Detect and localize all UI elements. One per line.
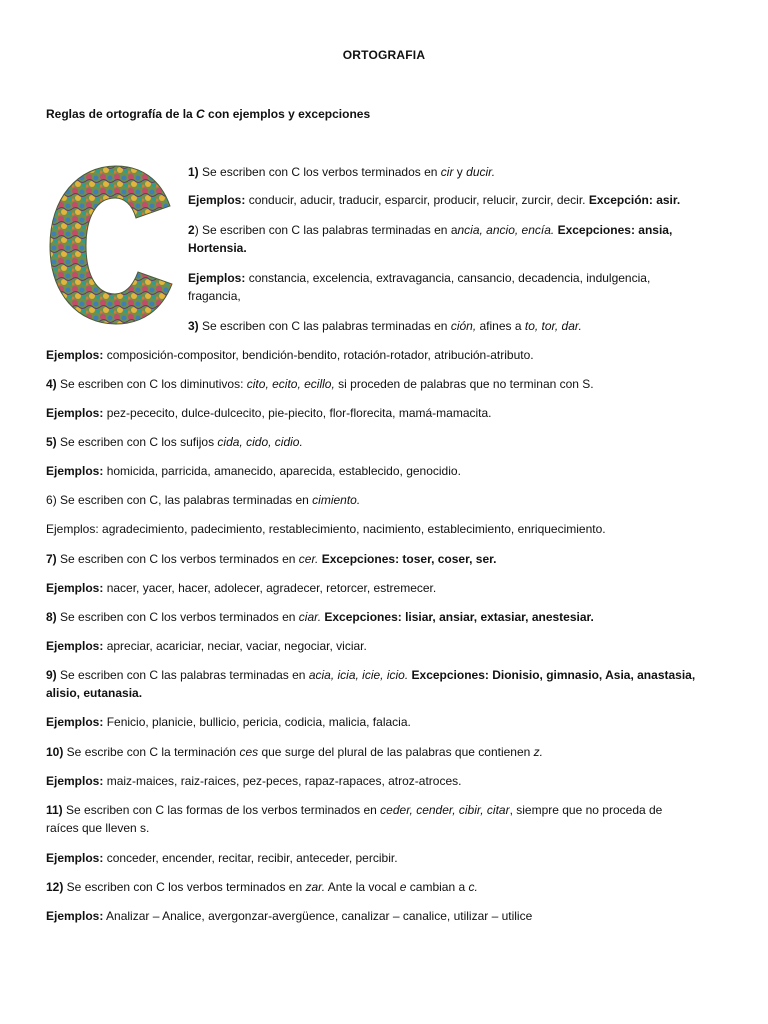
examples-6: Ejemplos: agradecimiento, padecimiento, restablecimiento, nacimiento, establecimiento, enriquecimiento. [46, 522, 606, 536]
rule-11: 11) Se escriben con C las formas de los verbos terminados en ceder, cender, cibir, citar, siempre que no proceda de raíces que lleven s. [46, 803, 663, 835]
examples-3: Ejemplos: composición-compositor, bendición-bendito, rotación-rotador, atribución-atributo. [46, 348, 534, 362]
rule-4: 4) Se escriben con C los diminutivos: cito, ecito, ecillo, si proceden de palabras que no terminan con S. [46, 377, 594, 391]
rule-6: 6) Se escriben con C, las palabras terminadas en cimiento. [46, 493, 361, 507]
rule-3: 3) Se escriben con C las palabras terminadas en ción, afines a to, tor, dar. [188, 319, 582, 333]
examples-2: Ejemplos: constancia, excelencia, extravagancia, cansancio, decadencia, indulgencia, fragancia, [188, 271, 651, 303]
rule-1: 1) Se escriben con C los verbos terminados en cir y ducir. [188, 165, 496, 179]
examples-11: Ejemplos: conceder, encender, recitar, recibir, anteceder, percibir. [46, 851, 398, 865]
examples-5: Ejemplos: homicida, parricida, amanecido, aparecida, establecido, genocidio. [46, 464, 461, 478]
examples-9: Ejemplos: Fenicio, planicie, bullicio, pericia, codicia, malicia, falacia. [46, 715, 411, 729]
page-title: ORTOGRAFIA [342, 48, 426, 62]
examples-7: Ejemplos: nacer, yacer, hacer, adolecer, agradecer, retorcer, estremecer. [46, 581, 437, 595]
examples-10: Ejemplos: maiz-maices, raiz-raices, pez-peces, rapaz-rapaces, atroz-atroces. [46, 774, 462, 788]
examples-12: Ejemplos: Analizar – Analice, avergonzar-avergüence, canalizar – canalice, utilizar – utilice [46, 909, 533, 923]
rule-8: 8) Se escriben con C los verbos terminados en ciar. Excepciones: lisiar, ansiar, extasiar, anestesiar. [46, 610, 594, 624]
decorative-letter-c-image [44, 160, 180, 330]
rule-12: 12) Se escriben con C los verbos terminados en zar. Ante la vocal e cambian a c. [46, 880, 478, 894]
document-subtitle: Reglas de ortografía de la C con ejemplos y excepciones [46, 107, 371, 121]
rule-2: 2) Se escriben con C las palabras terminadas en ancia, ancio, encía. Excepciones: ansia, Hortensia. [188, 223, 673, 255]
rule-10: 10) Se escribe con C la terminación ces que surge del plural de las palabras que contienen z. [46, 745, 543, 759]
examples-1: Ejemplos: conducir, aducir, traducir, esparcir, producir, relucir, zurcir, decir. Excepción: asir. [188, 193, 681, 207]
rule-9: 9) Se escriben con C las palabras terminadas en acia, icia, icie, icio. Excepciones: Dionisio, gimnasio, Asia, anastasia, alisio, eutanasia. [46, 668, 696, 700]
examples-8: Ejemplos: apreciar, acariciar, neciar, vaciar, negociar, viciar. [46, 639, 367, 653]
rule-7: 7) Se escriben con C los verbos terminados en cer. Excepciones: toser, coser, ser. [46, 552, 497, 566]
examples-4: Ejemplos: pez-pececito, dulce-dulcecito, pie-piecito, flor-florecita, mamá-mamacita. [46, 406, 492, 420]
rule-5: 5) Se escriben con C los sufijos cida, cido, cidio. [46, 435, 303, 449]
